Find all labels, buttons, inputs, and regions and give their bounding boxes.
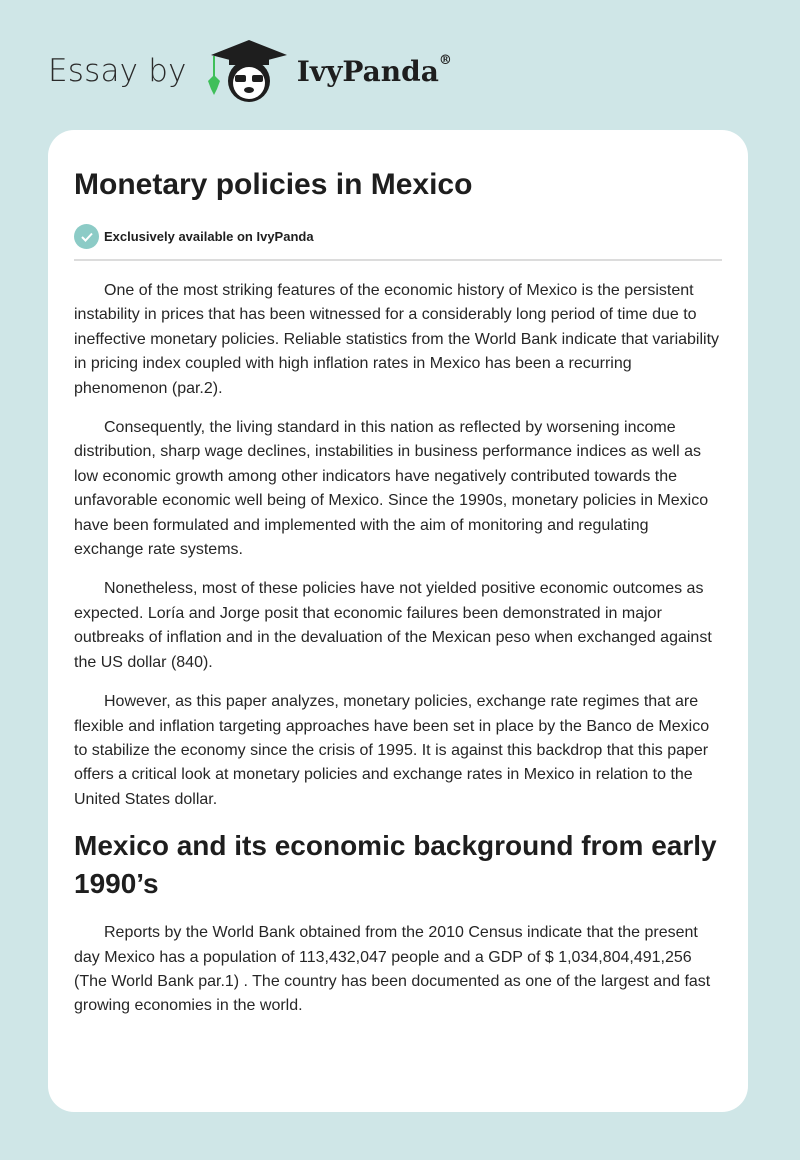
- paragraph: Nonetheless, most of these policies have not yielded positive economic outcomes as expected. Loría and Jorge posit that economic failures been demonstrated in major outbreaks of inflation and in the devaluation of the Mexican peso when exchanged against the US dollar (840).: [74, 580, 712, 671]
- page-title: Monetary policies in Mexico: [74, 168, 473, 201]
- paragraph: However, as this paper analyzes, monetary policies, exchange rate regimes that are flexible and inflation targeting approaches have been set in place by the Banco de Mexico to stabilize the economy since the crisis of 1995. It is against this backdrop that this paper offers a critical look at monetary policies and exchange rates in Mexico in relation to the United States dollar.: [74, 693, 710, 808]
- paragraph: One of the most striking features of the economic history of Mexico is the persistent instability in prices that has been witnessed for a considerably long period of time due to ineffective monetary policies. Reliable statistics from the World Bank indicate that variability in pricing index coupled with high inflation rates in Mexico has been a recurring phenomenon (par.2).: [74, 282, 720, 397]
- essay-card: [48, 130, 748, 1112]
- registered-mark: ®: [438, 52, 452, 68]
- essay-by-label: Essay by: [48, 53, 187, 89]
- divider: [74, 259, 722, 261]
- brand-text: IvyPanda: [296, 54, 439, 88]
- brand-name[interactable]: [296, 52, 452, 88]
- badge-label: Exclusively available on IvyPanda: [104, 229, 314, 244]
- check-circle-icon: [74, 224, 99, 249]
- paragraph: Reports by the World Bank obtained from the 2010 Census indicate that the present day Mexico has a population of 113,432,047 people and a GDP of $ 1,034,804,491,256 (The World Bank par.1) . The country has been documented as one of the largest and fast growing economies in the world.: [74, 924, 711, 1015]
- site-header: [48, 36, 452, 106]
- paragraph: Consequently, the living standard in this nation as reflected by worsening income distribution, sharp wage declines, instabilities in business performance indices as well as low economic growth among other indicators have negatively contributed towards the unfavorable economic well being of Mexico. Since the 1990s, monetary policies in Mexico have been formulated and implemented with the aim of monitoring and regulating exchange rate systems.: [74, 419, 709, 559]
- section-heading: Mexico and its economic background from early 1990’s: [74, 830, 717, 900]
- exclusive-badge: [74, 224, 722, 249]
- ivypanda-logo-icon[interactable]: [205, 37, 291, 105]
